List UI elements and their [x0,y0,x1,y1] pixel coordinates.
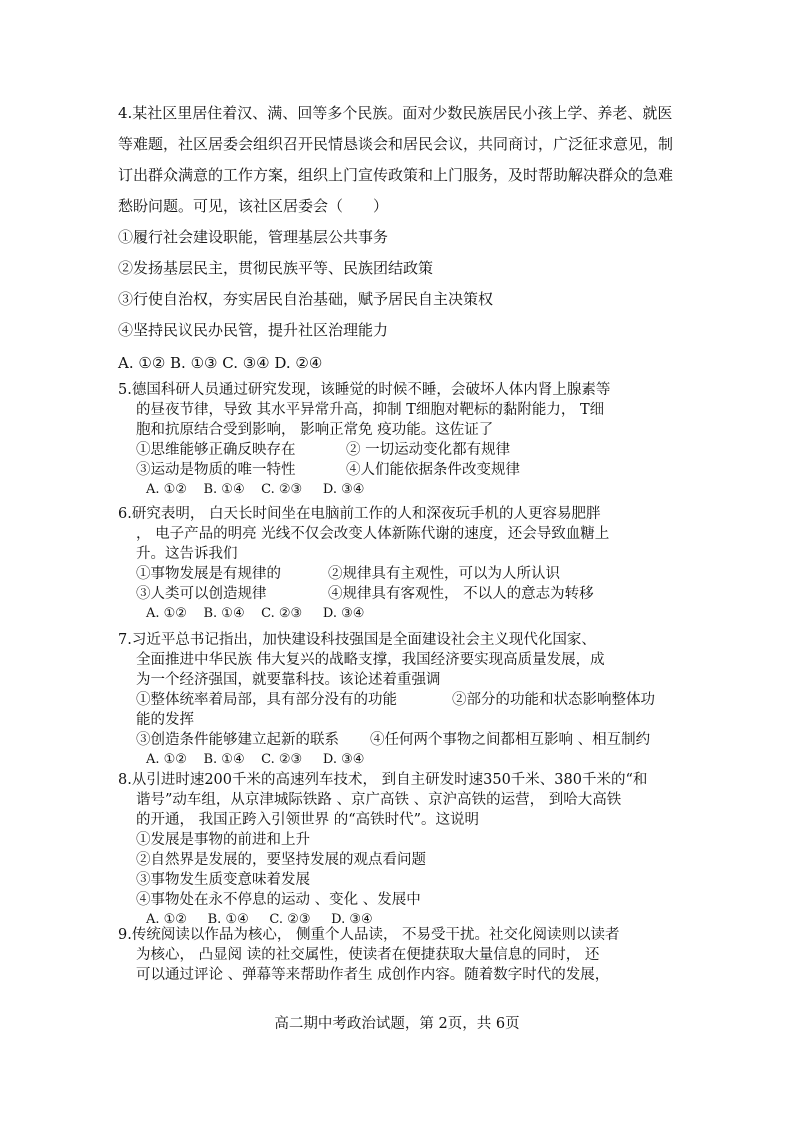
question-6-line-3: 升。这告诉我们 [136,546,238,562]
question-4-stem: 4.某社区里居住着汉、满、回等多个民族。面对少数民族居民小孩上学、养老、就医等难题，社区居委会组织召开民情恳谈会和居民会议，共同商讨，广泛征求意见，制订出群众满意的工作方案，组织上门宣传政策和上门服务，及时帮助解决群众的急难愁盼问题。可见，该社区居委会（ ） [118,104,674,215]
question-8-line-2: 谐号”动车组，从京津城际铁路 、京广高铁 、京沪高铁的运营， 到哈大高铁 [136,792,622,808]
question-5-line-2: 的昼夜节律，导致 其水平异常升高，抑制 T细胞对靶标的黏附能力， T细 [136,402,605,418]
question-5-options-row-2 [118,460,678,480]
question-5-answers: A. ①② B. ①④ C. ②③ D. ③④ [146,482,365,497]
question-7-line-1: 7.习近平总书记指出，加快建设科技强国是全面建设社会主义现代化国家、 [118,632,596,648]
question-5-line-1: 5.德国科研人员通过研究发现，该睡觉的时候不睡，会破坏人体内肾上腺素等 [118,382,611,398]
question-9-line-1: 9.传统阅读以作品为核心， 侧重个人品读， 不易受干扰。社交化阅读则以读者 [118,927,620,943]
question-8-line-3: 的开通， 我国正跨入引领世界 的“高铁时代”。这说明 [136,812,480,828]
question-8-line-1: 8.从引进时速200千米的高速列车技术， 到自主研发时速350千米、380千米的“和 [118,772,648,788]
question-6-line-2: ， 电子产品的明亮 光线不仅会改变人体新陈代谢的速度，还会导致血糖上 [136,526,610,542]
page-footer: 高二期中考政治试题，第 2页，共 6页 [274,1016,520,1032]
question-7-line-2: 全面推进中华民族 伟大复兴的战略支撑，我国经济要实现高质量发展，成 [136,652,605,668]
question-5-option-3: ③运动是物质的唯一特性 [136,462,296,478]
question-9-line-3: 可以通过评论 、弹幕等来帮助作者生 成创作内容。随着数字时代的发展， [136,967,610,983]
question-7-answers: A. ①② B. ①④ C. ②③ D. ③④ [146,752,365,767]
question-5-line-3: 胞和抗原结合受到影响， 影响正常免 疫功能。这佐证了 [136,422,494,438]
question-8 [118,770,678,930]
question-4-option-4: ④坚持民议民办民管，提升社区治理能力 [118,321,389,339]
question-7-options-row-2 [118,730,678,750]
question-4-option-3: ③行使自治权，夯实居民自治基础，赋予居民自主决策权 [118,290,494,308]
question-7-option-2-continued: 能的发挥 [136,712,194,728]
question-8-answers: A. ①② B. ①④ C. ②③ D. ③④ [146,912,373,927]
question-4-option-2: ②发扬基层民主，贯彻民族平等、民族团结政策 [118,259,434,277]
question-7-line-3: 为一个经济强国，就要靠科技。该论述着重强调 [136,672,441,688]
question-9 [118,925,678,985]
question-5-option-2: ② 一切运动变化都有规律 [346,442,511,458]
question-4-answers: A. ①② B. ①③ C. ③④ D. ②④ [118,354,323,372]
question-5 [118,380,678,500]
question-8-option-1: ①发展是事物的前进和上升 [136,832,310,848]
question-6-option-4: ④规律具有客观性， 不以人的意志为转移 [328,586,594,602]
question-6-option-2: ②规律具有主观性，可以为人所认识 [328,566,560,582]
question-7-options-row-1 [118,690,678,710]
question-6-option-3: ③人类可以创造规律 [136,586,267,602]
question-8-option-2: ②自然界是发展的，要坚持发展的观点看问题 [136,852,426,868]
question-6-line-1: 6.研究表明， 白天长时间坐在电脑前工作的人和深夜玩手机的人更容易肥胖 [118,506,601,522]
question-5-option-1: ①思维能够正确反映存在 [136,442,296,458]
question-7-option-2: ②部分的功能和状态影响整体功 [452,692,655,708]
question-6-option-1: ①事物发展是有规律的 [136,566,281,582]
question-7-option-3: ③创造条件能够建立起新的联系 [136,732,339,748]
question-5-option-4: ④人们能依据条件改变规律 [346,462,520,478]
question-7-option-4: ④任何两个事物之间都相互影响 、相互制约 [370,732,651,748]
question-6-options-row-1 [118,564,678,584]
question-8-option-3: ③事物发生质变意味着发展 [136,872,310,888]
question-6-answers: A. ①② B. ①④ C. ②③ D. ③④ [146,606,365,621]
question-5-options-row-1 [118,440,678,460]
question-4-option-1: ①履行社会建设职能，管理基层公共事务 [118,228,389,246]
question-4 [118,98,678,379]
question-6-options-row-2 [118,584,678,604]
question-6 [118,504,678,624]
question-7 [118,630,678,770]
question-7-option-1: ①整体统率着局部，具有部分没有的功能 [136,692,397,708]
question-8-option-4: ④事物处在永不停息的运动 、变化 、发展中 [136,892,421,908]
question-9-line-2: 为核心， 凸显阅 读的社交属性，使读者在便捷获取大量信息的同时， 还 [136,947,600,963]
